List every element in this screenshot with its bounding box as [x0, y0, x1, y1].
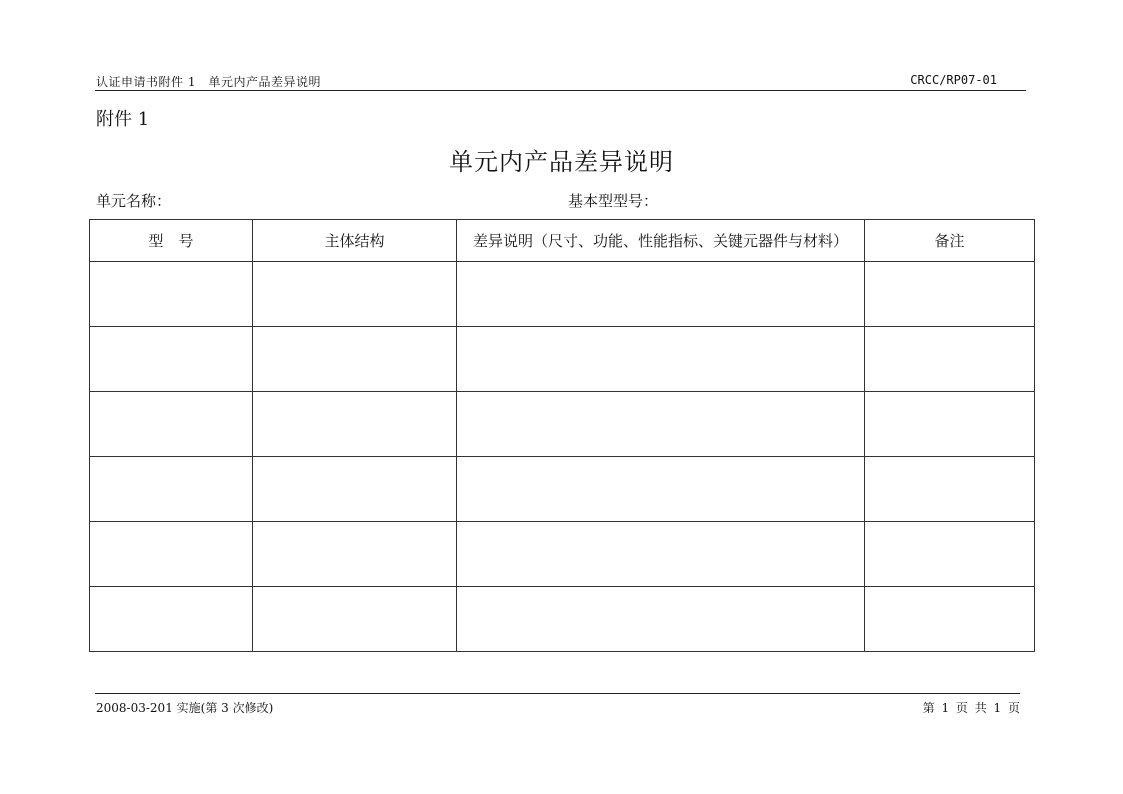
- header-doc-code: CRCC/RP07-01: [910, 73, 997, 87]
- table-cell-main-structure[interactable]: [253, 587, 457, 652]
- column-header-difference-description: 差异说明（尺寸、功能、性能指标、关键元器件与材料）: [457, 220, 865, 262]
- footer-effective-date: 2008-03-201 实施(第 3 次修改): [96, 701, 274, 715]
- table-cell-remarks[interactable]: [865, 587, 1035, 652]
- column-header-remarks: 备注: [865, 220, 1035, 262]
- table-cell-remarks[interactable]: [865, 392, 1035, 457]
- table-row: [90, 327, 1035, 392]
- attachment-label: 附件 1: [96, 109, 150, 130]
- table-cell-main-structure[interactable]: [253, 262, 457, 327]
- table-cell-model[interactable]: [90, 327, 253, 392]
- table-row: [90, 262, 1035, 327]
- table-cell-main-structure[interactable]: [253, 457, 457, 522]
- table-cell-difference[interactable]: [457, 522, 865, 587]
- table-cell-model[interactable]: [90, 522, 253, 587]
- basic-model-label: 基本型型号：: [568, 192, 659, 210]
- table-cell-main-structure[interactable]: [253, 392, 457, 457]
- table-cell-remarks[interactable]: [865, 327, 1035, 392]
- unit-name-label: 单元名称：: [96, 192, 172, 210]
- product-difference-table: [89, 219, 1035, 652]
- table-cell-remarks[interactable]: [865, 457, 1035, 522]
- table-cell-difference[interactable]: [457, 457, 865, 522]
- table-row: [90, 392, 1035, 457]
- table-cell-difference[interactable]: [457, 262, 865, 327]
- table-header-row: [90, 220, 1035, 262]
- column-header-model: 型 号: [90, 220, 253, 262]
- table-cell-difference[interactable]: [457, 587, 865, 652]
- footer-page-number: 第 1 页 共 1 页: [922, 701, 1020, 715]
- table-row: [90, 522, 1035, 587]
- header-doc-reference: 认证申请书附件 1 单元内产品差异说明: [96, 75, 321, 89]
- table-cell-model[interactable]: [90, 457, 253, 522]
- table-cell-difference[interactable]: [457, 392, 865, 457]
- table-row: [90, 457, 1035, 522]
- table-cell-difference[interactable]: [457, 327, 865, 392]
- table-cell-main-structure[interactable]: [253, 327, 457, 392]
- table-cell-main-structure[interactable]: [253, 522, 457, 587]
- column-header-main-structure: 主体结构: [253, 220, 457, 262]
- table-cell-model[interactable]: [90, 392, 253, 457]
- table-cell-remarks[interactable]: [865, 522, 1035, 587]
- header-divider: [95, 90, 1026, 91]
- table-row: [90, 587, 1035, 652]
- table-cell-model[interactable]: [90, 587, 253, 652]
- table-cell-remarks[interactable]: [865, 262, 1035, 327]
- footer-divider: [95, 693, 1020, 694]
- table-cell-model[interactable]: [90, 262, 253, 327]
- page-title: 单元内产品差异说明: [449, 148, 674, 176]
